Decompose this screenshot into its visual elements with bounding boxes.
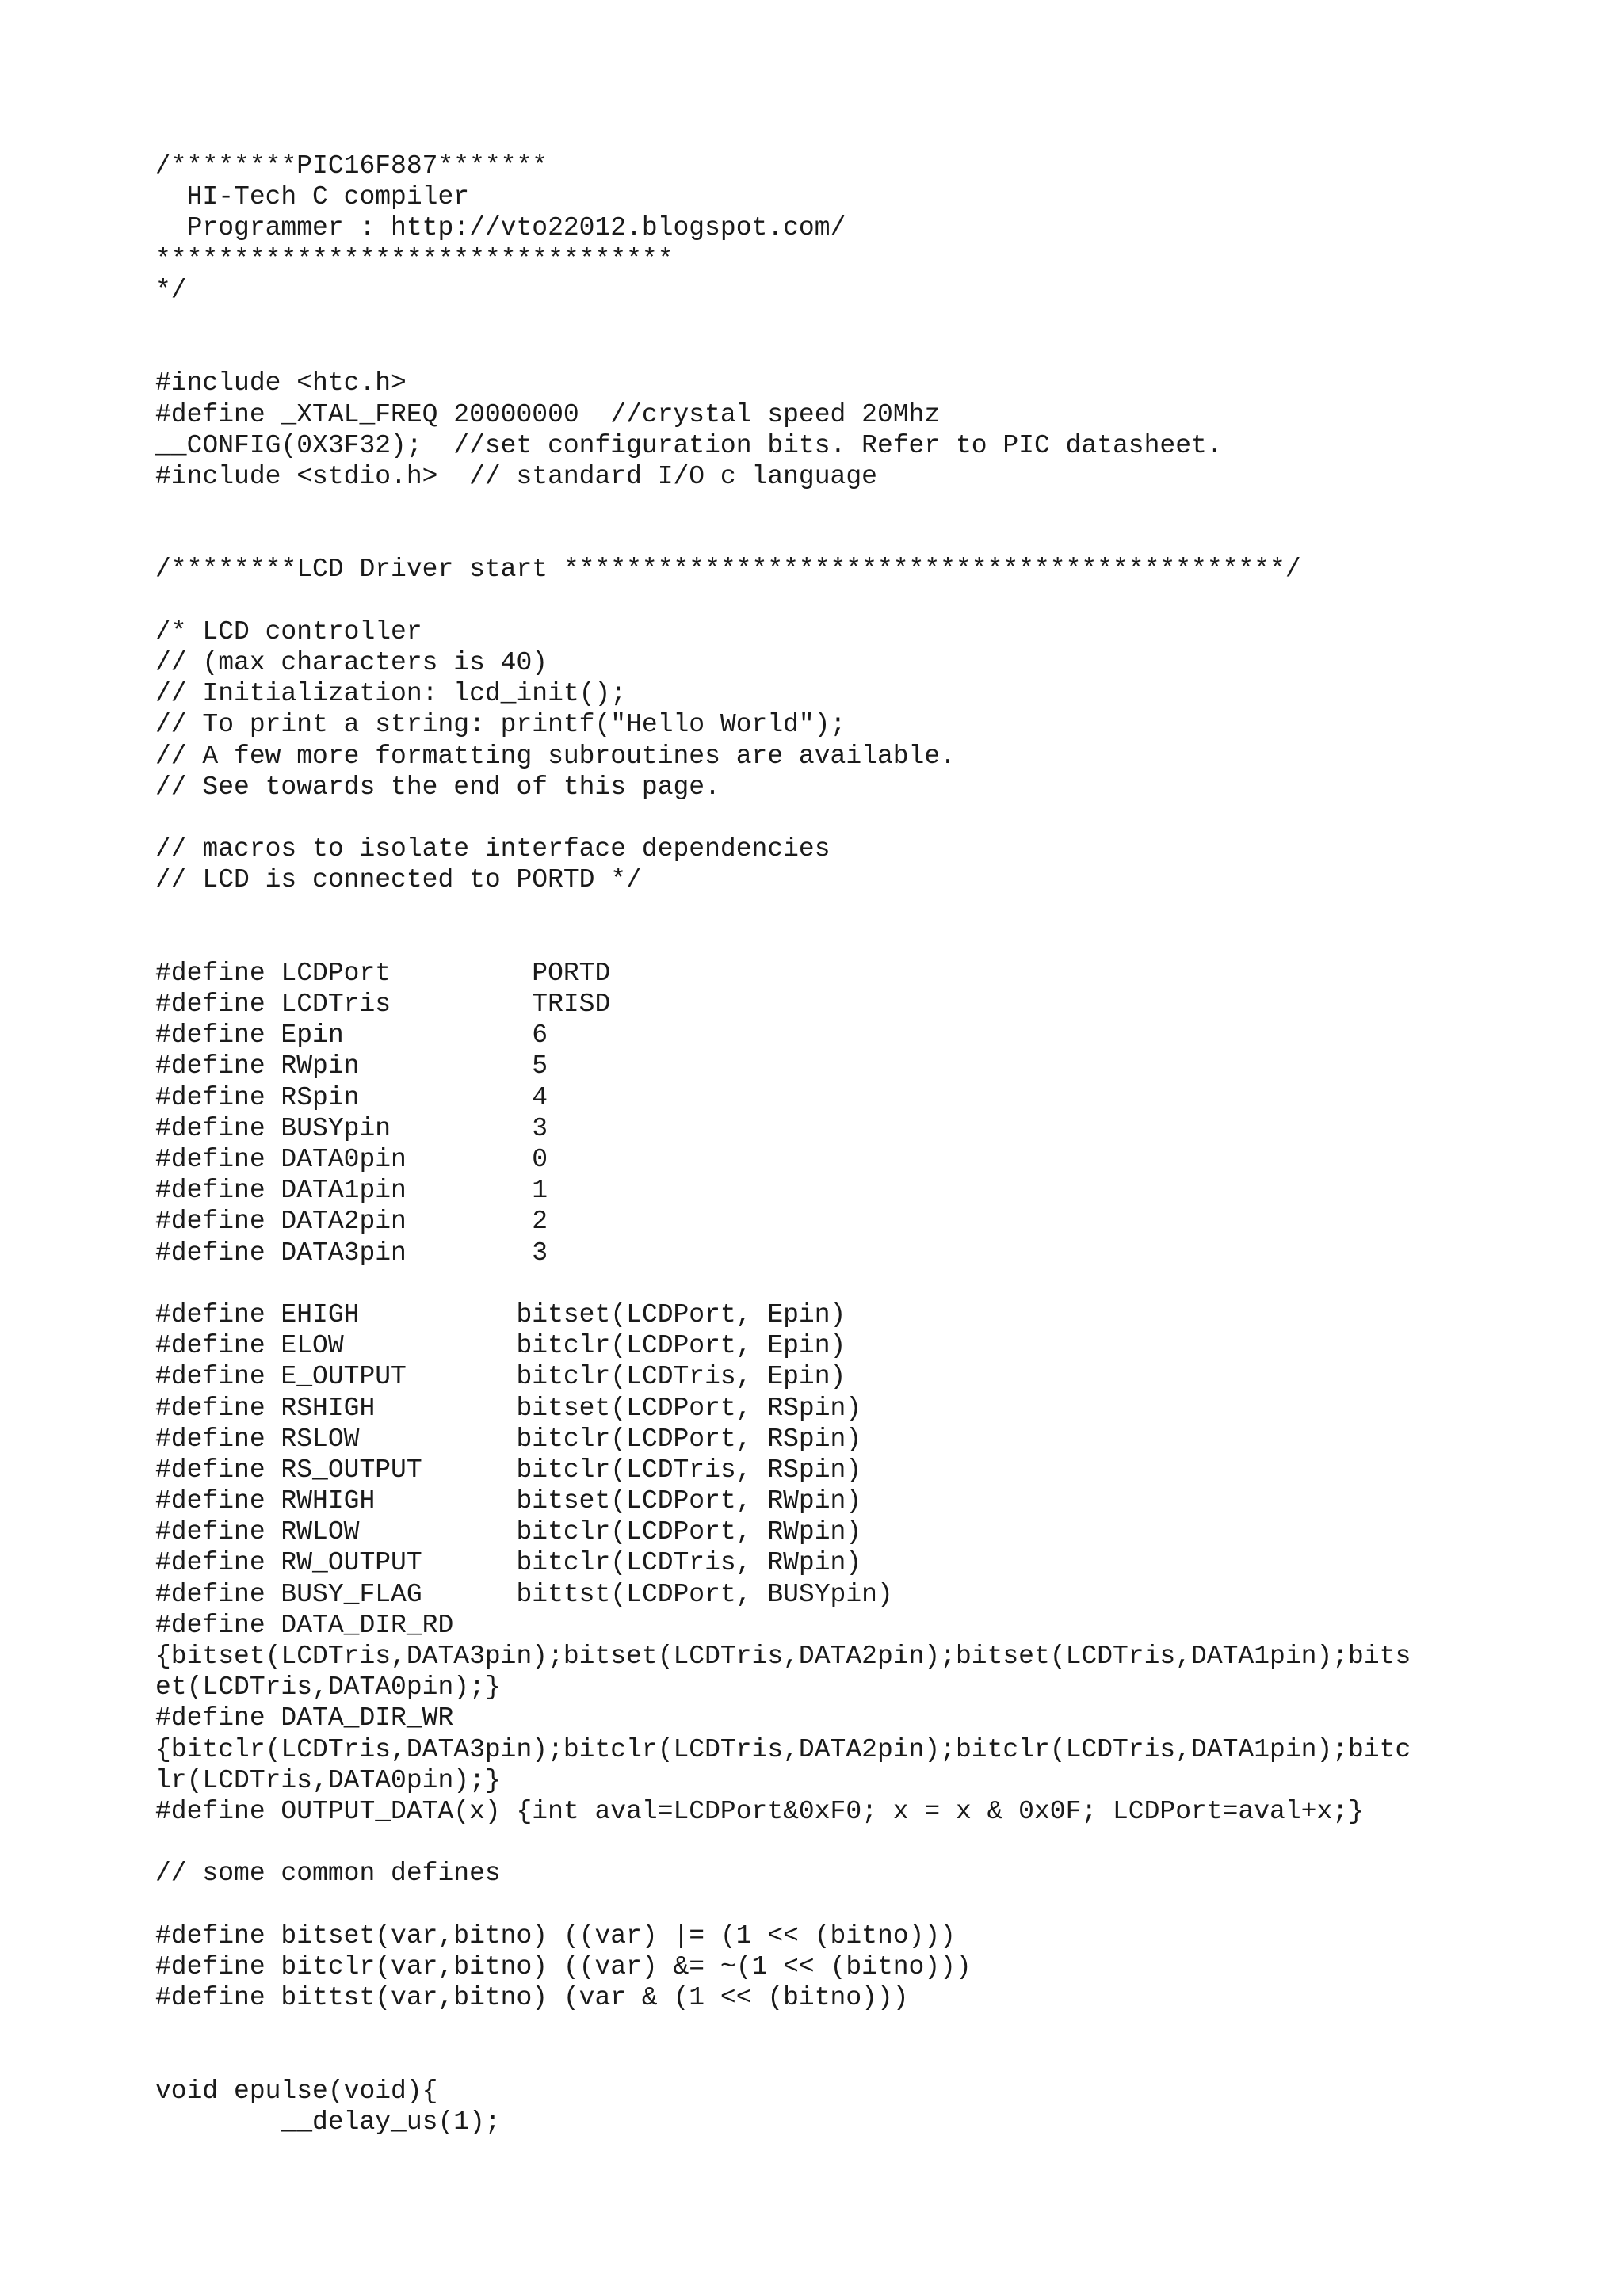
code-line (155, 306, 1582, 337)
code-line: lr(LCDTris,DATA0pin);} (155, 1765, 501, 1795)
code-line: void epulse(void){ (155, 2076, 438, 2106)
code-line: #define DATA2pin 2 (155, 1207, 548, 1237)
source-code-listing (155, 151, 1582, 2138)
code-line: #define RW_OUTPUT bitclr(LCDTris, RWpin) (155, 1548, 862, 1578)
code-line (155, 1827, 1582, 1858)
code-line: #define RSpin 4 (155, 1082, 548, 1112)
code-line: #define DATA1pin 1 (155, 1176, 548, 1206)
code-line: #define RSLOW bitclr(LCDPort, RSpin) (155, 1424, 862, 1454)
code-line: #define ELOW bitclr(LCDPort, Epin) (155, 1331, 846, 1361)
code-line: #define LCDPort PORTD (155, 958, 611, 988)
code-line: #define _XTAL_FREQ 20000000 //crystal speed 20Mhz (155, 399, 941, 429)
code-line: #define EHIGH bitset(LCDPort, Epin) (155, 1299, 846, 1329)
code-line: #define Epin 6 (155, 1020, 548, 1051)
code-line: #define BUSYpin 3 (155, 1113, 548, 1143)
code-line: #define RS_OUTPUT bitclr(LCDTris, RSpin) (155, 1455, 862, 1485)
code-line: #define BUSY_FLAG bittst(LCDPort, BUSYpin) (155, 1579, 893, 1609)
code-line: /********LCD Driver start **********************************************/ (155, 555, 1301, 585)
code-line (155, 1268, 1582, 1299)
code-line: // LCD is connected to PORTD */ (155, 865, 642, 895)
code-line: // some common defines (155, 1859, 501, 1889)
code-line (155, 523, 1582, 554)
code-line (155, 927, 1582, 958)
code-line (155, 2013, 1582, 2044)
code-line: /********PIC16F887******* (155, 151, 548, 181)
code-line: #define bitclr(var,bitno) ((var) &= ~(1 << (bitno))) (155, 1951, 972, 1981)
code-line: HI-Tech C compiler (155, 182, 470, 212)
code-line: // To print a string: printf("Hello World"); (155, 710, 846, 740)
code-line: __CONFIG(0X3F32); //set configuration bits. Refer to PIC datasheet. (155, 430, 1223, 460)
code-line: #include <stdio.h> // standard I/O c language (155, 461, 877, 491)
code-line: #define RWLOW bitclr(LCDPort, RWpin) (155, 1517, 862, 1547)
code-line: __delay_us(1); (155, 2107, 501, 2137)
code-line (155, 803, 1582, 833)
code-line (155, 896, 1582, 927)
code-line: #define DATA3pin 3 (155, 1238, 548, 1268)
code-line: // (max characters is 40) (155, 648, 548, 677)
code-line: // See towards the end of this page. (155, 772, 720, 802)
code-line: // macros to isolate interface dependencies (155, 834, 831, 864)
code-line: */ (155, 275, 187, 305)
code-line (155, 2044, 1582, 2075)
code-line: // A few more formatting subroutines are available. (155, 741, 956, 771)
code-line: #define RSHIGH bitset(LCDPort, RSpin) (155, 1393, 862, 1423)
code-line: ********************************* (155, 244, 674, 274)
code-line (155, 1890, 1582, 1920)
code-line: Programmer : http://vto22012.blogspot.com/ (155, 213, 846, 243)
code-line: #define bittst(var,bitno) (var & (1 << (bitno))) (155, 1983, 909, 2013)
code-line: #define RWHIGH bitset(LCDPort, RWpin) (155, 1486, 862, 1516)
code-line: #define OUTPUT_DATA(x) {int aval=LCDPort&0xF0; x = x & 0x0F; LCDPort=aval+x;} (155, 1796, 1364, 1826)
code-line: #define E_OUTPUT bitclr(LCDTris, Epin) (155, 1362, 846, 1392)
code-line: #include <htc.h> (155, 368, 407, 399)
code-line: #define RWpin 5 (155, 1051, 548, 1081)
code-line: {bitclr(LCDTris,DATA3pin);bitclr(LCDTris,DATA2pin);bitclr(LCDTris,DATA1pin);bitc (155, 1734, 1411, 1764)
code-line (155, 585, 1582, 616)
code-line: {bitset(LCDTris,DATA3pin);bitset(LCDTris,DATA2pin);bitset(LCDTris,DATA1pin);bits (155, 1642, 1411, 1671)
code-line: /* LCD controller (155, 616, 422, 646)
code-line (155, 492, 1582, 523)
code-line: #define DATA0pin 0 (155, 1145, 548, 1174)
code-line: // Initialization: lcd_init(); (155, 679, 627, 709)
code-line: #define bitset(var,bitno) ((var) |= (1 << (bitno))) (155, 1920, 956, 1951)
code-line: #define DATA_DIR_WR (155, 1703, 454, 1733)
code-line: #define LCDTris TRISD (155, 990, 611, 1020)
code-line: #define DATA_DIR_RD (155, 1610, 454, 1640)
code-line: et(LCDTris,DATA0pin);} (155, 1672, 501, 1703)
code-line (155, 337, 1582, 368)
